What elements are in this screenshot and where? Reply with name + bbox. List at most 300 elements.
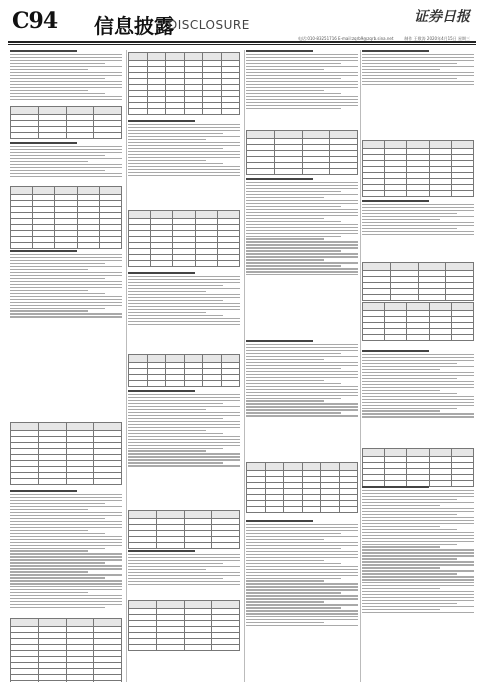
text-line bbox=[128, 569, 206, 570]
text-line bbox=[128, 578, 223, 579]
table-cell bbox=[129, 381, 148, 387]
text-block bbox=[362, 486, 474, 615]
table-cell bbox=[38, 133, 66, 139]
table-cell bbox=[284, 507, 303, 513]
text-line bbox=[10, 170, 105, 171]
text-line bbox=[362, 360, 474, 361]
text-line bbox=[362, 366, 474, 367]
text-line bbox=[128, 424, 240, 425]
text-line bbox=[362, 204, 474, 205]
table-row bbox=[129, 211, 240, 219]
data-table bbox=[362, 140, 474, 197]
table-cell bbox=[66, 423, 94, 431]
text-line bbox=[362, 579, 474, 580]
text-line bbox=[128, 151, 240, 152]
data-table bbox=[362, 448, 474, 487]
table-row bbox=[11, 243, 122, 249]
text-line bbox=[10, 275, 122, 276]
text-line bbox=[246, 592, 341, 593]
table-cell bbox=[55, 187, 77, 195]
text-line bbox=[10, 302, 122, 303]
text-line bbox=[362, 502, 474, 503]
text-line bbox=[128, 318, 240, 319]
table-cell bbox=[446, 295, 474, 301]
table-cell bbox=[247, 131, 275, 139]
text-line bbox=[246, 524, 358, 525]
text-line bbox=[10, 604, 122, 605]
text-line bbox=[246, 84, 358, 85]
text-line bbox=[246, 583, 358, 584]
table-cell bbox=[212, 511, 240, 519]
table-cell bbox=[129, 261, 151, 267]
text-line bbox=[10, 299, 122, 300]
data-table bbox=[128, 354, 240, 387]
text-line bbox=[10, 63, 105, 64]
text-line bbox=[10, 164, 122, 165]
text-line bbox=[128, 312, 206, 313]
text-line bbox=[246, 102, 358, 103]
table-row bbox=[129, 511, 240, 519]
text-line bbox=[128, 294, 240, 295]
text-line bbox=[128, 462, 223, 463]
table-cell bbox=[129, 355, 148, 363]
table-cell bbox=[407, 191, 429, 197]
text-line bbox=[246, 259, 324, 260]
table-row bbox=[363, 295, 474, 301]
text-line bbox=[246, 340, 313, 342]
text-line bbox=[10, 550, 88, 551]
text-line bbox=[246, 241, 358, 242]
table-cell bbox=[184, 543, 212, 549]
text-line bbox=[362, 396, 474, 397]
text-line bbox=[128, 133, 223, 134]
text-line bbox=[246, 75, 358, 76]
section-title: 信息披露 bbox=[94, 14, 174, 38]
text-line bbox=[128, 139, 206, 140]
text-line bbox=[246, 233, 358, 234]
text-line bbox=[128, 276, 240, 277]
text-line bbox=[362, 606, 474, 607]
text-line bbox=[246, 57, 358, 58]
text-line bbox=[10, 553, 122, 554]
text-block bbox=[246, 178, 358, 277]
text-line bbox=[128, 394, 240, 395]
text-line bbox=[10, 296, 122, 297]
text-line bbox=[10, 506, 122, 507]
table-row bbox=[11, 479, 122, 485]
text-line bbox=[246, 374, 358, 375]
text-line bbox=[246, 365, 358, 366]
table-row bbox=[363, 263, 474, 271]
text-line bbox=[10, 96, 122, 97]
table-cell bbox=[203, 53, 222, 61]
text-line bbox=[246, 271, 358, 272]
table-row bbox=[129, 355, 240, 363]
text-line bbox=[246, 182, 358, 183]
table-cell bbox=[265, 463, 284, 471]
table-cell bbox=[166, 381, 185, 387]
table-cell bbox=[166, 355, 185, 363]
text-line bbox=[128, 120, 195, 122]
text-line bbox=[362, 490, 474, 491]
text-line bbox=[246, 575, 358, 576]
table-cell bbox=[247, 507, 266, 513]
table-cell bbox=[184, 53, 203, 61]
table-cell bbox=[94, 619, 122, 627]
text-line bbox=[362, 378, 457, 379]
header-rule bbox=[8, 41, 476, 43]
table-cell bbox=[38, 619, 66, 627]
table-cell bbox=[363, 335, 385, 341]
text-line bbox=[10, 75, 122, 76]
text-line bbox=[246, 81, 358, 82]
text-line bbox=[10, 607, 105, 608]
table-row bbox=[11, 681, 122, 683]
text-line bbox=[128, 584, 240, 585]
text-line bbox=[362, 526, 440, 527]
page-header bbox=[8, 4, 476, 44]
table-cell bbox=[429, 449, 451, 457]
text-line bbox=[10, 69, 88, 70]
table-cell bbox=[166, 53, 185, 61]
table-cell bbox=[429, 335, 451, 341]
table-cell bbox=[451, 335, 473, 341]
table-cell bbox=[33, 243, 55, 249]
table-cell bbox=[363, 191, 385, 197]
text-block bbox=[246, 340, 358, 418]
text-line bbox=[246, 604, 358, 605]
table-row bbox=[363, 141, 474, 149]
table-cell bbox=[38, 681, 66, 683]
text-line bbox=[128, 291, 206, 292]
text-line bbox=[128, 300, 223, 301]
text-line bbox=[128, 130, 240, 131]
text-line bbox=[10, 310, 88, 311]
table-cell bbox=[429, 191, 451, 197]
table-cell bbox=[363, 303, 385, 311]
table-cell bbox=[195, 261, 217, 267]
contact-line: 电话:010-83251716 E-mail:zqrb9@zqrb.sina.net bbox=[298, 36, 394, 41]
text-line bbox=[128, 390, 195, 392]
text-line bbox=[246, 398, 341, 399]
table-cell bbox=[221, 53, 240, 61]
text-line bbox=[10, 490, 77, 492]
text-line bbox=[10, 161, 88, 162]
text-line bbox=[362, 66, 474, 67]
text-line bbox=[128, 412, 240, 413]
text-line bbox=[10, 503, 105, 504]
data-table bbox=[128, 510, 240, 549]
text-line bbox=[362, 200, 429, 202]
text-line bbox=[128, 450, 206, 451]
table-cell bbox=[221, 381, 240, 387]
table-cell bbox=[147, 109, 166, 115]
table-cell bbox=[407, 449, 429, 457]
text-line bbox=[10, 574, 122, 575]
text-line bbox=[362, 546, 440, 547]
table-cell bbox=[302, 131, 330, 139]
text-block bbox=[128, 120, 240, 178]
table-cell bbox=[129, 543, 157, 549]
text-line bbox=[246, 356, 358, 357]
text-line bbox=[128, 409, 206, 410]
text-line bbox=[362, 558, 457, 559]
text-line bbox=[362, 357, 474, 358]
table-cell bbox=[11, 187, 33, 195]
table-cell bbox=[66, 479, 94, 485]
text-line bbox=[362, 81, 474, 82]
table-cell bbox=[451, 141, 473, 149]
text-line bbox=[10, 494, 122, 495]
text-line bbox=[246, 619, 358, 620]
text-line bbox=[246, 563, 341, 564]
text-line bbox=[246, 268, 358, 269]
text-line bbox=[10, 66, 122, 67]
text-line bbox=[246, 415, 358, 416]
table-cell bbox=[129, 211, 151, 219]
text-line bbox=[128, 154, 240, 155]
text-line bbox=[362, 213, 457, 214]
text-line bbox=[362, 612, 474, 613]
text-line bbox=[362, 564, 474, 565]
text-line bbox=[246, 542, 358, 543]
table-cell bbox=[446, 263, 474, 271]
table-cell bbox=[212, 543, 240, 549]
text-line bbox=[246, 90, 324, 91]
text-line bbox=[246, 406, 358, 407]
text-line bbox=[362, 585, 474, 586]
table-cell bbox=[147, 53, 166, 61]
table-cell bbox=[66, 681, 94, 683]
text-line bbox=[362, 413, 474, 414]
table-cell bbox=[385, 449, 407, 457]
text-line bbox=[10, 60, 122, 61]
text-line bbox=[10, 250, 77, 252]
text-line bbox=[362, 350, 429, 352]
text-line bbox=[10, 571, 88, 572]
text-line bbox=[362, 219, 440, 220]
text-line bbox=[246, 247, 358, 248]
table-cell bbox=[11, 423, 39, 431]
text-line bbox=[246, 200, 358, 201]
text-line bbox=[362, 390, 440, 391]
text-line bbox=[362, 603, 457, 604]
table-row bbox=[129, 601, 240, 609]
table-cell bbox=[418, 295, 446, 301]
text-line bbox=[246, 191, 341, 192]
table-cell bbox=[11, 107, 39, 115]
text-line bbox=[128, 557, 240, 558]
text-line bbox=[128, 279, 240, 280]
table-cell bbox=[195, 211, 217, 219]
text-line bbox=[10, 158, 122, 159]
text-block bbox=[362, 50, 474, 87]
text-line bbox=[128, 142, 240, 143]
text-line bbox=[362, 582, 474, 583]
table-cell bbox=[385, 141, 407, 149]
text-line bbox=[10, 254, 122, 255]
table-cell bbox=[99, 243, 121, 249]
text-line bbox=[10, 512, 122, 513]
text-line bbox=[10, 533, 105, 534]
text-line bbox=[128, 148, 223, 149]
text-line bbox=[246, 69, 324, 70]
table-row bbox=[129, 645, 240, 651]
column-1 bbox=[10, 50, 122, 682]
text-line bbox=[128, 575, 240, 576]
text-line bbox=[362, 228, 457, 229]
text-line bbox=[246, 236, 341, 237]
text-line bbox=[362, 69, 440, 70]
text-line bbox=[128, 554, 240, 555]
text-line bbox=[246, 194, 358, 195]
table-cell bbox=[302, 507, 321, 513]
text-line bbox=[246, 610, 358, 611]
table-cell bbox=[66, 619, 94, 627]
text-line bbox=[246, 403, 358, 404]
text-line bbox=[10, 81, 122, 82]
text-line bbox=[246, 554, 358, 555]
text-line bbox=[10, 509, 88, 510]
text-block bbox=[10, 490, 122, 610]
text-line bbox=[246, 377, 358, 378]
text-line bbox=[10, 78, 105, 79]
text-line bbox=[362, 541, 474, 542]
text-line bbox=[362, 78, 457, 79]
text-line bbox=[128, 166, 240, 167]
data-table bbox=[10, 422, 122, 485]
text-line bbox=[128, 324, 240, 325]
text-line bbox=[246, 607, 341, 608]
table-cell bbox=[418, 263, 446, 271]
text-line bbox=[10, 527, 122, 528]
table-cell bbox=[203, 381, 222, 387]
text-line bbox=[362, 609, 440, 610]
text-line bbox=[362, 544, 457, 545]
table-cell bbox=[129, 511, 157, 519]
text-line bbox=[362, 538, 474, 539]
text-line bbox=[128, 418, 223, 419]
edition-line: 制作 王敬涛 2020年4月15日 星期三 bbox=[404, 36, 470, 41]
text-line bbox=[10, 565, 122, 566]
text-line bbox=[362, 600, 474, 601]
text-line bbox=[246, 206, 341, 207]
text-line bbox=[362, 499, 457, 500]
table-cell bbox=[11, 133, 39, 139]
text-line bbox=[128, 303, 240, 304]
text-line bbox=[10, 601, 122, 602]
text-line bbox=[10, 257, 122, 258]
table-cell bbox=[212, 645, 240, 651]
table-cell bbox=[184, 601, 212, 609]
text-line bbox=[362, 549, 474, 550]
text-line bbox=[128, 403, 223, 404]
text-line bbox=[246, 560, 324, 561]
text-line bbox=[10, 57, 122, 58]
table-cell bbox=[129, 645, 157, 651]
table-cell bbox=[66, 133, 94, 139]
table-cell bbox=[407, 335, 429, 341]
text-line bbox=[362, 231, 474, 232]
text-line bbox=[246, 389, 358, 390]
text-line bbox=[10, 50, 77, 52]
text-line bbox=[128, 160, 206, 161]
text-line bbox=[246, 616, 358, 617]
text-line bbox=[246, 572, 358, 573]
table-cell bbox=[429, 141, 451, 149]
text-line bbox=[362, 555, 474, 556]
table-cell bbox=[33, 187, 55, 195]
text-line bbox=[246, 99, 358, 100]
text-line bbox=[10, 54, 122, 55]
table-cell bbox=[451, 303, 473, 311]
column-divider bbox=[360, 50, 361, 682]
text-line bbox=[10, 595, 122, 596]
text-block bbox=[362, 200, 474, 237]
table-cell bbox=[147, 355, 166, 363]
table-cell bbox=[77, 187, 99, 195]
data-table bbox=[128, 600, 240, 651]
text-block bbox=[128, 272, 240, 327]
text-line bbox=[10, 497, 122, 498]
text-line bbox=[10, 84, 122, 85]
text-line bbox=[10, 316, 122, 317]
table-cell bbox=[390, 263, 418, 271]
table-row bbox=[129, 109, 240, 115]
text-line bbox=[128, 550, 195, 552]
table-cell bbox=[429, 303, 451, 311]
table-cell bbox=[94, 133, 122, 139]
table-row bbox=[363, 303, 474, 311]
text-line bbox=[362, 597, 474, 598]
text-line bbox=[10, 287, 122, 288]
text-line bbox=[246, 625, 358, 626]
text-line bbox=[362, 532, 474, 533]
table-row bbox=[11, 187, 122, 195]
text-line bbox=[246, 215, 358, 216]
table-cell bbox=[184, 511, 212, 519]
text-line bbox=[10, 155, 105, 156]
text-line bbox=[10, 515, 122, 516]
text-line bbox=[362, 486, 429, 488]
text-line bbox=[10, 266, 122, 267]
table-cell bbox=[184, 355, 203, 363]
table-cell bbox=[363, 295, 391, 301]
table-cell bbox=[339, 507, 358, 513]
text-line bbox=[10, 142, 77, 144]
text-line bbox=[246, 520, 313, 522]
text-line bbox=[246, 539, 324, 540]
text-line bbox=[10, 580, 122, 581]
text-line bbox=[10, 313, 122, 314]
text-line bbox=[246, 533, 341, 534]
text-line bbox=[128, 406, 240, 407]
table-cell bbox=[156, 511, 184, 519]
table-row bbox=[11, 133, 122, 139]
text-line bbox=[128, 448, 223, 449]
text-line bbox=[362, 523, 474, 524]
table-cell bbox=[330, 131, 358, 139]
table-cell bbox=[151, 261, 173, 267]
text-line bbox=[246, 350, 358, 351]
text-line bbox=[246, 580, 324, 581]
table-cell bbox=[11, 479, 39, 485]
text-line bbox=[362, 393, 457, 394]
table-cell bbox=[221, 109, 240, 115]
table-cell bbox=[11, 619, 39, 627]
column-3 bbox=[246, 50, 358, 682]
text-line bbox=[128, 285, 223, 286]
